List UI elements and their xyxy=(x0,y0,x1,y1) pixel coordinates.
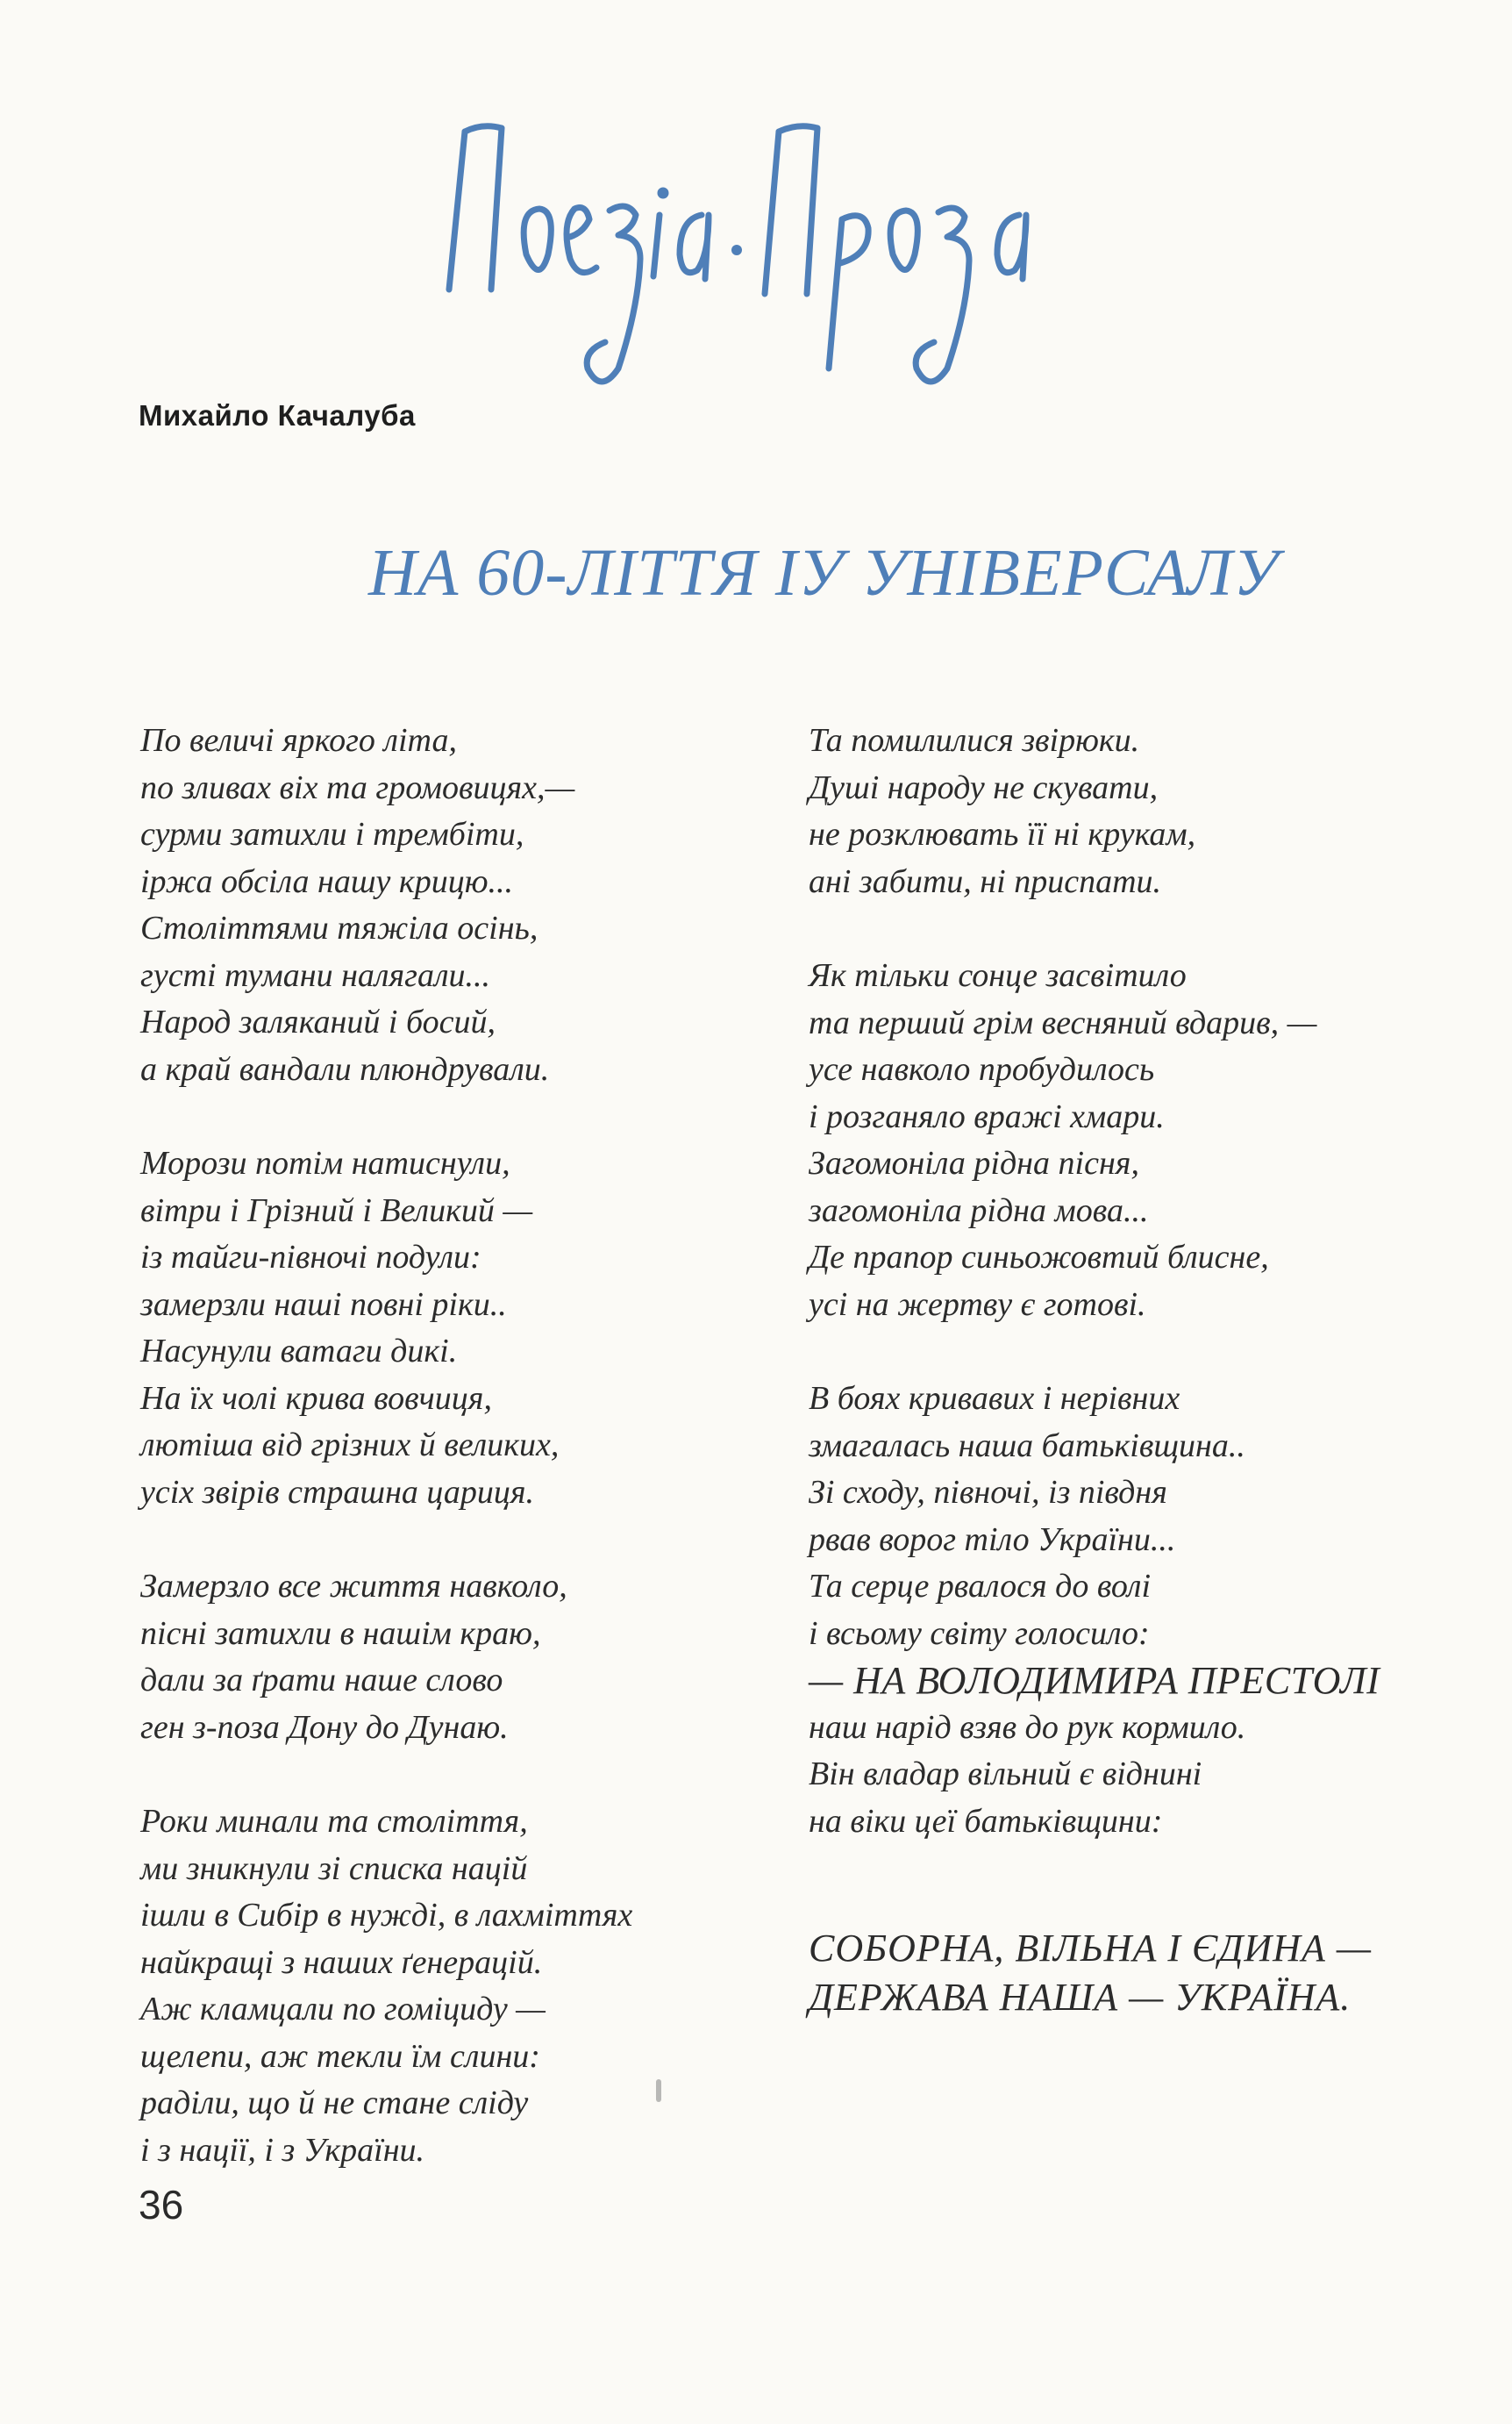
stanza xyxy=(140,1563,789,1751)
poem-line: усе навколо пробудилось xyxy=(809,1051,1155,1088)
poem-line: замерзли наші повні ріки.. xyxy=(140,1285,507,1323)
poem-line: Він владар вільний є віднині xyxy=(809,1755,1202,1792)
poem-line: не розклювать її ні крукам, xyxy=(809,816,1196,853)
poem-title: НА 60-ЛІТТЯ ІУ УНІВЕРСАЛУ xyxy=(368,536,1280,610)
poem-line: Морози потім натиснули, xyxy=(140,1145,510,1182)
poem-line: Як тільки сонце засвітило xyxy=(809,957,1187,994)
poem-line: загомоніла рідна мова... xyxy=(809,1191,1149,1229)
section-header-logo xyxy=(430,105,1044,395)
poem-line: пісні затихли в нашім краю, xyxy=(140,1614,541,1652)
poem-closing-lines xyxy=(809,1924,1440,2022)
stanza xyxy=(140,718,789,1093)
poem-line: ані забити, ні приспати. xyxy=(809,862,1162,900)
author-name: Михайло Качалуба xyxy=(139,399,416,432)
poem-line: і всьому світу голосило: xyxy=(809,1614,1150,1652)
poem-line: на віки цеї батьківщини: xyxy=(809,1802,1163,1840)
poem-line: Та серце рвалося до волі xyxy=(809,1568,1152,1605)
poem-line: ми зникнули зі списка націй xyxy=(140,1849,528,1887)
poem-line: усі на жертву є готові. xyxy=(809,1285,1146,1323)
poem-line: наш нарід взяв до рук кормило. xyxy=(809,1708,1246,1746)
poem-line: із тайги-півночі подули: xyxy=(140,1239,481,1276)
poem-line: і з нації, і з України. xyxy=(140,2131,425,2169)
poem-left-column xyxy=(140,718,789,2221)
poem-line: ішли в Сибір в нужді, в лахміттях xyxy=(140,1897,633,1934)
poem-line: — НА ВОЛОДИМИРА ПРЕСТОЛІ xyxy=(809,1659,1380,1702)
poem-line: змагалась наша батьківщина.. xyxy=(809,1427,1245,1464)
poem-line: На їх чолі крива вовчиця, xyxy=(140,1379,492,1417)
print-speck xyxy=(656,2079,661,2102)
poem-line: По величі яркого літа, xyxy=(140,722,457,759)
poem-line: ген з-поза Дону до Дунаю. xyxy=(140,1708,509,1746)
poem-line: по зливах віх та громовицях,— xyxy=(140,769,575,806)
poem-line: щелепи, аж текли їм слини: xyxy=(140,2037,540,2075)
poem-line: СОБОРНА, ВІЛЬНА І ЄДИНА — xyxy=(809,1927,1372,1970)
poem-right-column xyxy=(809,718,1440,2022)
poem-line: найкращі з наших ґенерацій. xyxy=(140,1943,543,1981)
poem-line: Замерзло все життя навколо, xyxy=(140,1568,567,1605)
poem-line: іржа обсіла нашу крицю... xyxy=(140,862,513,900)
poem-line: а край вандали плюндрували. xyxy=(140,1050,550,1088)
poem-line: Аж кламцали по гоміциду — xyxy=(140,1991,546,2027)
poem-line: Душі народу не скувати, xyxy=(809,769,1159,806)
poem-line: Століттями тяжіла осінь, xyxy=(140,910,538,947)
poem-line: і розганяло вражі хмари. xyxy=(809,1098,1165,1135)
poem-line: густі тумани налягали... xyxy=(140,956,491,994)
poem-line: лютіша від грізних й великих, xyxy=(140,1427,560,1463)
poem-line: дали за ґрати наше слово xyxy=(140,1662,503,1698)
poem-line: усіх звірів страшна цариця. xyxy=(140,1473,535,1511)
poem-line: Народ заляканий і босий, xyxy=(140,1004,496,1040)
stanza xyxy=(809,1376,1440,1845)
poem-line: В боях кривавих і нерівних xyxy=(809,1380,1180,1417)
stanza xyxy=(140,1798,789,2174)
poem-line: рвав ворог тіло України... xyxy=(809,1520,1176,1558)
stanza xyxy=(809,718,1440,905)
poem-line: та перший грім весняний вдарив, — xyxy=(809,1004,1317,1041)
poem-line: Де прапор синьожовтий блисне, xyxy=(809,1239,1269,1276)
poem-line: вітри і Грізний і Великий — xyxy=(140,1191,533,1229)
stanza xyxy=(140,1140,789,1516)
poem-line: сурми затихли і трембіти, xyxy=(140,816,524,853)
poem-line: Насунули ватаги дикі. xyxy=(140,1333,458,1369)
stanza xyxy=(809,953,1440,1328)
poem-line: ДЕРЖАВА НАША — УКРАЇНА. xyxy=(809,1976,1352,2019)
poem-line: Зі сходу, півночі, із півдня xyxy=(809,1474,1167,1511)
section-title-lettering xyxy=(430,105,1044,395)
poem-line: Загомоніла рідна пісня, xyxy=(809,1145,1139,1182)
page-number: 36 xyxy=(139,2182,184,2227)
poem-line: Та помилилися звірюки. xyxy=(809,722,1140,759)
poem-line: Роки минали та століття, xyxy=(140,1803,528,1840)
poem-line: раділи, що й не стане сліду xyxy=(140,2084,529,2121)
